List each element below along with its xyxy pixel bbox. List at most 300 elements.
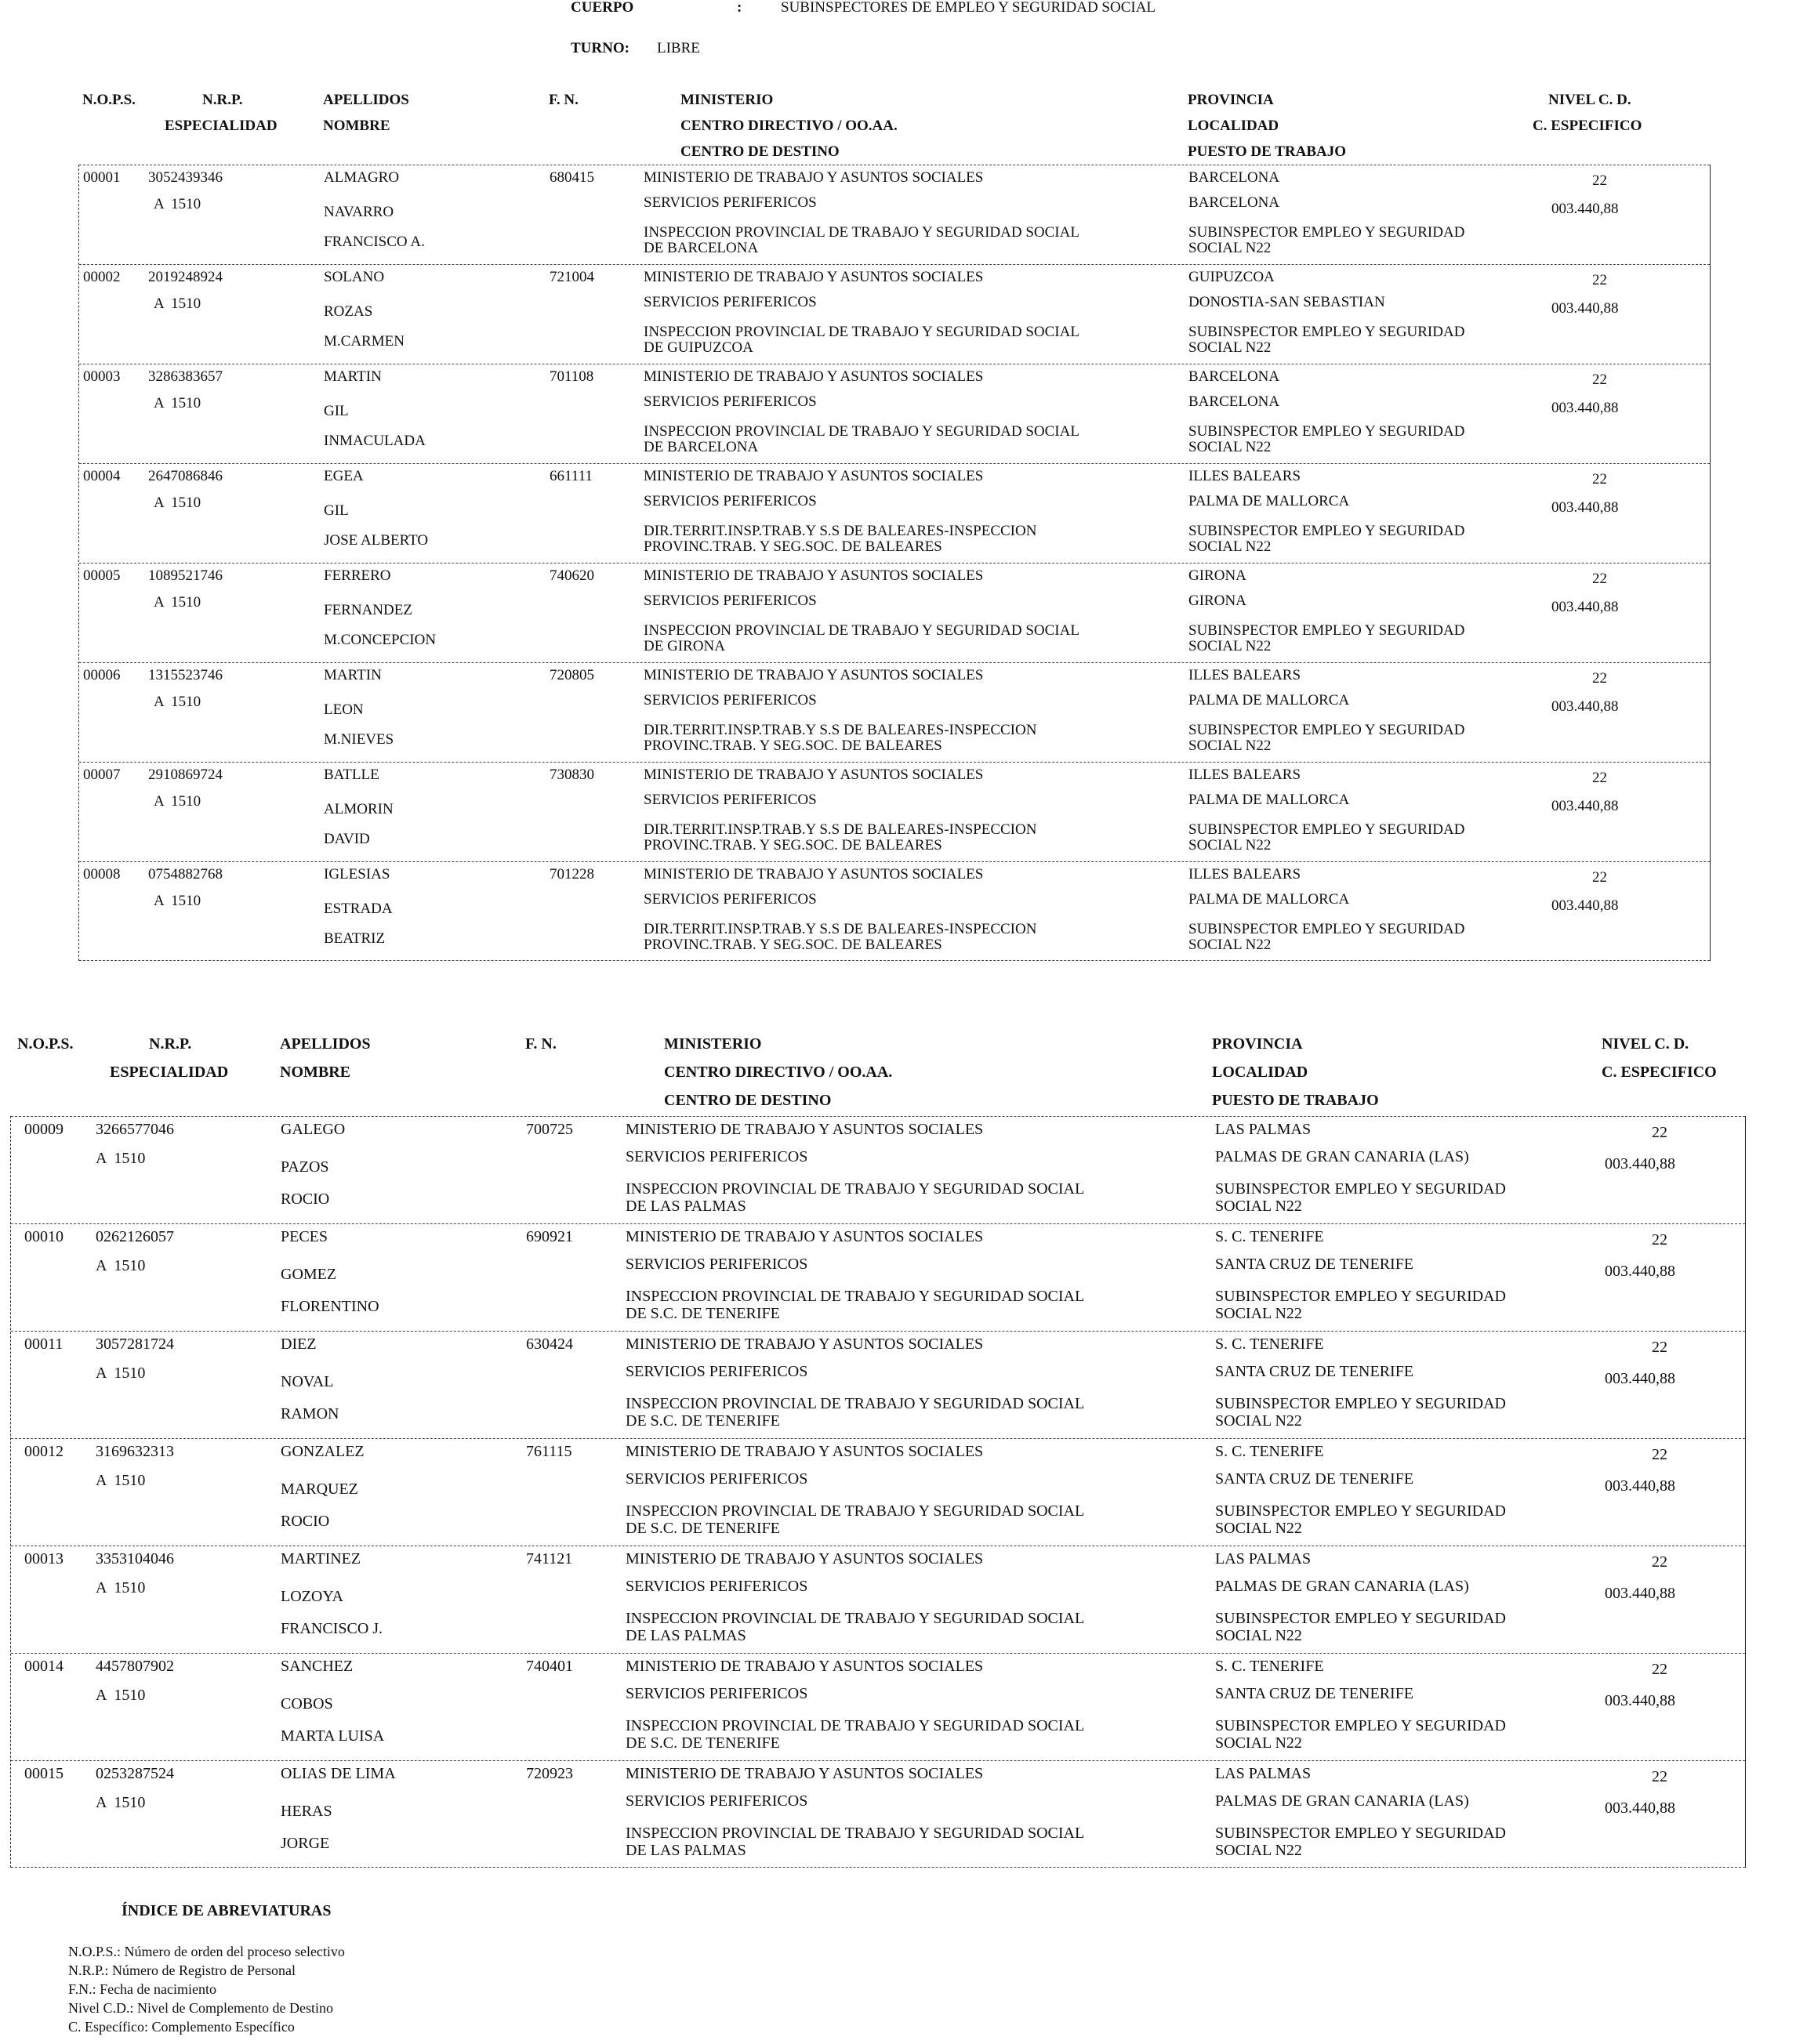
- nivel-cd-cell: 22: [1592, 571, 1607, 587]
- centro-directivo-cell: SERVICIOS PERIFERICOS: [644, 194, 817, 211]
- apellido1-cell: SOLANO: [324, 269, 385, 285]
- nrp-cell: 2019248924: [148, 269, 223, 285]
- puesto-line1: SUBINSPECTOR EMPLEO Y SEGURIDAD: [1188, 423, 1465, 440]
- index-item: F.N.: Fecha de nacimiento: [68, 1981, 217, 1997]
- centro-destino-line2: PROVINC.TRAB. Y SEG.SOC. DE BALEARES: [644, 738, 942, 754]
- puesto-line2: SOCIAL N22: [1188, 538, 1272, 555]
- nombre-cell: RAMON: [281, 1405, 339, 1422]
- provincia-cell: ILLES BALEARS: [1188, 866, 1301, 882]
- column-header-apellidos: APELLIDOS: [323, 92, 409, 108]
- apellido1-cell: OLIAS DE LIMA: [281, 1765, 396, 1782]
- table-row: [79, 563, 1710, 663]
- nivel-cd-cell: 22: [1652, 1339, 1667, 1356]
- column-header-nivel: NIVEL C. D.: [1548, 92, 1631, 108]
- puesto-line2: SOCIAL N22: [1188, 638, 1272, 654]
- puesto-line2: SOCIAL N22: [1188, 240, 1272, 256]
- especialidad-cell: A 1510: [154, 295, 201, 312]
- centro-destino-line1: DIR.TERRIT.INSP.TRAB.Y S.S DE BALEARES-INSPECCION: [644, 722, 1037, 738]
- nops-cell: 00004: [83, 468, 121, 484]
- especifico-cell: 003.440,88: [1551, 798, 1619, 814]
- nops-cell: 00005: [83, 567, 121, 584]
- nops-cell: 00015: [24, 1765, 63, 1782]
- nrp-cell: 3286383657: [148, 368, 223, 385]
- column-header-nrp: N.R.P.: [202, 92, 243, 108]
- ministerio-cell: MINISTERIO DE TRABAJO Y ASUNTOS SOCIALES: [644, 766, 984, 783]
- provincia-cell: S. C. TENERIFE: [1215, 1658, 1324, 1675]
- especifico-cell: 003.440,88: [1551, 499, 1619, 516]
- apellido1-cell: MARTINEZ: [281, 1550, 361, 1567]
- centro-destino-line1: DIR.TERRIT.INSP.TRAB.Y S.S DE BALEARES-INSPECCION: [644, 821, 1037, 838]
- nrp-cell: 3169632313: [96, 1443, 174, 1460]
- apellido2-cell: ROZAS: [324, 303, 373, 320]
- centro-destino-line2: PROVINC.TRAB. Y SEG.SOC. DE BALEARES: [644, 837, 942, 853]
- centro-destino-line1: INSPECCION PROVINCIAL DE TRABAJO Y SEGURIDAD SOCIAL: [644, 622, 1079, 639]
- apellido2-cell: ESTRADA: [324, 901, 393, 917]
- apellido1-cell: ALMAGRO: [324, 169, 400, 186]
- column-header-provincia: PROVINCIA: [1188, 92, 1274, 108]
- localidad-cell: PALMA DE MALLORCA: [1188, 891, 1350, 908]
- puesto-line2: SOCIAL N22: [1188, 738, 1272, 754]
- centro-destino-line2: DE LAS PALMAS: [626, 1842, 746, 1859]
- table-row: [79, 662, 1710, 763]
- column-header-nivel: NIVEL C. D.: [1602, 1035, 1689, 1053]
- ministerio-cell: MINISTERIO DE TRABAJO Y ASUNTOS SOCIALES: [626, 1658, 984, 1675]
- localidad-cell: BARCELONA: [1188, 194, 1280, 211]
- apellido2-cell: HERAS: [281, 1803, 332, 1820]
- fn-cell: 661111: [550, 468, 593, 484]
- nrp-cell: 3057281724: [96, 1335, 174, 1353]
- especialidad-cell: A 1510: [96, 1150, 146, 1167]
- apellido1-cell: PECES: [281, 1228, 328, 1245]
- puesto-line1: SUBINSPECTOR EMPLEO Y SEGURIDAD: [1215, 1825, 1506, 1842]
- column-header-centro-directivo: CENTRO DIRECTIVO / OO.AA.: [680, 118, 898, 134]
- column-header-nops: N.O.P.S.: [82, 92, 136, 108]
- especifico-cell: 003.440,88: [1551, 698, 1619, 715]
- nombre-cell: MARTA LUISA: [281, 1727, 385, 1745]
- nops-cell: 00003: [83, 368, 121, 385]
- ministerio-cell: MINISTERIO DE TRABAJO Y ASUNTOS SOCIALES: [644, 667, 984, 683]
- puesto-line2: SOCIAL N22: [1215, 1734, 1302, 1752]
- nombre-cell: M.CARMEN: [324, 333, 405, 350]
- centro-destino-line2: DE BARCELONA: [644, 439, 759, 455]
- nops-cell: 00001: [83, 169, 121, 186]
- nops-cell: 00014: [24, 1658, 63, 1675]
- apellido2-cell: MARQUEZ: [281, 1480, 358, 1498]
- table-row: [11, 1116, 1745, 1224]
- centro-directivo-cell: SERVICIOS PERIFERICOS: [644, 593, 817, 609]
- nrp-cell: 0262126057: [96, 1228, 174, 1245]
- apellido1-cell: GALEGO: [281, 1121, 346, 1138]
- centro-directivo-cell: SERVICIOS PERIFERICOS: [644, 692, 817, 709]
- table-row: [11, 1760, 1745, 1868]
- centro-destino-line2: DE BARCELONA: [644, 240, 759, 256]
- centro-directivo-cell: SERVICIOS PERIFERICOS: [644, 393, 817, 410]
- centro-destino-line2: DE S.C. DE TENERIFE: [626, 1734, 780, 1752]
- localidad-cell: PALMAS DE GRAN CANARIA (LAS): [1215, 1792, 1469, 1810]
- puesto-line1: SUBINSPECTOR EMPLEO Y SEGURIDAD: [1188, 224, 1465, 241]
- personnel-table: [78, 165, 1711, 961]
- nrp-cell: 1315523746: [148, 667, 223, 683]
- table-row: [11, 1546, 1745, 1654]
- centro-directivo-cell: SERVICIOS PERIFERICOS: [644, 294, 817, 310]
- centro-destino-line1: INSPECCION PROVINCIAL DE TRABAJO Y SEGURIDAD SOCIAL: [626, 1717, 1085, 1734]
- especialidad-cell: A 1510: [154, 594, 201, 611]
- nombre-cell: BEATRIZ: [324, 930, 386, 947]
- fn-cell: 720805: [550, 667, 594, 683]
- nops-cell: 00012: [24, 1443, 63, 1460]
- column-header-ministerio: MINISTERIO: [664, 1035, 762, 1053]
- nrp-cell: 1089521746: [148, 567, 223, 584]
- provincia-cell: LAS PALMAS: [1215, 1765, 1312, 1782]
- apellido1-cell: FERRERO: [324, 567, 391, 584]
- centro-destino-line2: DE LAS PALMAS: [626, 1198, 746, 1215]
- centro-directivo-cell: SERVICIOS PERIFERICOS: [626, 1470, 808, 1488]
- centro-directivo-cell: SERVICIOS PERIFERICOS: [626, 1363, 808, 1380]
- nrp-cell: 0754882768: [148, 866, 223, 882]
- especialidad-cell: A 1510: [154, 495, 201, 511]
- cuerpo-value: SUBINSPECTORES DE EMPLEO Y SEGURIDAD SOCIAL: [781, 0, 1156, 16]
- especifico-cell: 003.440,88: [1551, 300, 1619, 317]
- table-row: [79, 165, 1710, 265]
- ministerio-cell: MINISTERIO DE TRABAJO Y ASUNTOS SOCIALES: [644, 368, 984, 385]
- centro-destino-line2: PROVINC.TRAB. Y SEG.SOC. DE BALEARES: [644, 538, 942, 555]
- nrp-cell: 2647086846: [148, 468, 223, 484]
- nombre-cell: M.NIEVES: [324, 731, 394, 748]
- nrp-cell: 3353104046: [96, 1550, 174, 1567]
- localidad-cell: BARCELONA: [1188, 393, 1280, 410]
- column-header-fn: F. N.: [549, 92, 579, 108]
- ministerio-cell: MINISTERIO DE TRABAJO Y ASUNTOS SOCIALES: [626, 1228, 984, 1245]
- nombre-cell: INMACULADA: [324, 433, 426, 449]
- table-row: [11, 1438, 1745, 1546]
- localidad-cell: PALMAS DE GRAN CANARIA (LAS): [1215, 1578, 1469, 1595]
- column-header-apellidos: APELLIDOS: [280, 1035, 371, 1053]
- index-item: Nivel C.D.: Nivel de Complemento de Destino: [68, 2000, 333, 2016]
- apellido2-cell: GIL: [324, 502, 349, 519]
- ministerio-cell: MINISTERIO DE TRABAJO Y ASUNTOS SOCIALES: [644, 468, 984, 484]
- nivel-cd-cell: 22: [1592, 869, 1607, 886]
- puesto-line2: SOCIAL N22: [1215, 1627, 1302, 1644]
- centro-destino-line2: PROVINC.TRAB. Y SEG.SOC. DE BALEARES: [644, 937, 942, 953]
- nombre-cell: JORGE: [281, 1835, 330, 1852]
- fn-cell: 740401: [526, 1658, 573, 1675]
- provincia-cell: ILLES BALEARS: [1188, 468, 1301, 484]
- apellido2-cell: LOZOYA: [281, 1588, 343, 1605]
- ministerio-cell: MINISTERIO DE TRABAJO Y ASUNTOS SOCIALES: [626, 1765, 984, 1782]
- especifico-cell: 003.440,88: [1605, 1263, 1675, 1280]
- provincia-cell: ILLES BALEARS: [1188, 667, 1301, 683]
- column-header-puesto: PUESTO DE TRABAJO: [1212, 1092, 1379, 1109]
- puesto-line2: SOCIAL N22: [1215, 1305, 1302, 1322]
- nombre-cell: JOSE ALBERTO: [324, 532, 429, 549]
- apellido1-cell: BATLLE: [324, 766, 379, 783]
- puesto-line2: SOCIAL N22: [1188, 937, 1272, 953]
- puesto-line1: SUBINSPECTOR EMPLEO Y SEGURIDAD: [1188, 523, 1465, 539]
- turno-value: LIBRE: [657, 40, 700, 56]
- apellido2-cell: PAZOS: [281, 1158, 329, 1176]
- nombre-cell: FRANCISCO A.: [324, 234, 425, 250]
- cuerpo-colon: :: [737, 0, 742, 16]
- nivel-cd-cell: 22: [1652, 1124, 1667, 1141]
- centro-directivo-cell: SERVICIOS PERIFERICOS: [626, 1256, 808, 1273]
- provincia-cell: ILLES BALEARS: [1188, 766, 1301, 783]
- apellido1-cell: MARTIN: [324, 368, 382, 385]
- column-header-nombre: NOMBRE: [323, 118, 390, 134]
- nivel-cd-cell: 22: [1652, 1768, 1667, 1785]
- column-header-provincia: PROVINCIA: [1212, 1035, 1303, 1053]
- localidad-cell: SANTA CRUZ DE TENERIFE: [1215, 1685, 1414, 1702]
- centro-directivo-cell: SERVICIOS PERIFERICOS: [626, 1685, 808, 1702]
- nombre-cell: M.CONCEPCION: [324, 632, 437, 648]
- especifico-cell: 003.440,88: [1605, 1692, 1675, 1709]
- fn-cell: 740620: [550, 567, 594, 584]
- apellido1-cell: SANCHEZ: [281, 1658, 354, 1675]
- especialidad-cell: A 1510: [154, 395, 201, 411]
- puesto-line2: SOCIAL N22: [1215, 1412, 1302, 1430]
- centro-destino-line1: INSPECCION PROVINCIAL DE TRABAJO Y SEGURIDAD SOCIAL: [626, 1395, 1085, 1412]
- nops-cell: 00002: [83, 269, 121, 285]
- puesto-line1: SUBINSPECTOR EMPLEO Y SEGURIDAD: [1215, 1502, 1506, 1520]
- table-row: [79, 861, 1710, 962]
- apellido1-cell: GONZALEZ: [281, 1443, 365, 1460]
- especifico-cell: 003.440,88: [1551, 897, 1619, 914]
- especialidad-cell: A 1510: [154, 694, 201, 710]
- especialidad-cell: A 1510: [96, 1579, 146, 1596]
- centro-directivo-cell: SERVICIOS PERIFERICOS: [626, 1148, 808, 1165]
- localidad-cell: PALMAS DE GRAN CANARIA (LAS): [1215, 1148, 1469, 1165]
- table-row: [79, 264, 1710, 364]
- provincia-cell: GIRONA: [1188, 567, 1246, 584]
- index-title: ÍNDICE DE ABREVIATURAS: [122, 1902, 332, 1919]
- nivel-cd-cell: 22: [1592, 172, 1607, 189]
- puesto-line1: SUBINSPECTOR EMPLEO Y SEGURIDAD: [1215, 1180, 1506, 1198]
- localidad-cell: GIRONA: [1188, 593, 1246, 609]
- puesto-line2: SOCIAL N22: [1215, 1198, 1302, 1215]
- table-bottom-rule: [79, 960, 1710, 961]
- apellido2-cell: LEON: [324, 701, 364, 718]
- fn-cell: 761115: [526, 1443, 572, 1460]
- column-header-localidad: LOCALIDAD: [1212, 1064, 1308, 1081]
- fn-cell: 721004: [550, 269, 594, 285]
- ministerio-cell: MINISTERIO DE TRABAJO Y ASUNTOS SOCIALES: [644, 269, 984, 285]
- especifico-cell: 003.440,88: [1551, 400, 1619, 416]
- localidad-cell: PALMA DE MALLORCA: [1188, 493, 1350, 509]
- nops-cell: 00007: [83, 766, 121, 783]
- table-row: [79, 463, 1710, 564]
- fn-cell: 730830: [550, 766, 594, 783]
- column-header-fn: F. N.: [525, 1035, 557, 1053]
- apellido2-cell: GOMEZ: [281, 1266, 337, 1283]
- localidad-cell: PALMA DE MALLORCA: [1188, 692, 1350, 709]
- provincia-cell: S. C. TENERIFE: [1215, 1443, 1324, 1460]
- nrp-cell: 2910869724: [148, 766, 223, 783]
- apellido1-cell: EGEA: [324, 468, 364, 484]
- nombre-cell: FRANCISCO J.: [281, 1620, 383, 1637]
- apellido2-cell: NOVAL: [281, 1373, 334, 1390]
- column-header-especifico: C. ESPECIFICO: [1533, 118, 1642, 134]
- centro-destino-line1: DIR.TERRIT.INSP.TRAB.Y S.S DE BALEARES-INSPECCION: [644, 523, 1037, 539]
- centro-directivo-cell: SERVICIOS PERIFERICOS: [626, 1578, 808, 1595]
- provincia-cell: BARCELONA: [1188, 169, 1280, 186]
- centro-destino-line1: INSPECCION PROVINCIAL DE TRABAJO Y SEGURIDAD SOCIAL: [626, 1610, 1085, 1627]
- nombre-cell: DAVID: [324, 831, 370, 847]
- especifico-cell: 003.440,88: [1605, 1370, 1675, 1387]
- fn-cell: 700725: [526, 1121, 573, 1138]
- column-header-localidad: LOCALIDAD: [1188, 118, 1279, 134]
- nrp-cell: 3052439346: [148, 169, 223, 186]
- centro-destino-line2: DE S.C. DE TENERIFE: [626, 1305, 780, 1322]
- especifico-cell: 003.440,88: [1605, 1799, 1675, 1817]
- especifico-cell: 003.440,88: [1605, 1477, 1675, 1495]
- puesto-line1: SUBINSPECTOR EMPLEO Y SEGURIDAD: [1188, 622, 1465, 639]
- table-bottom-rule: [11, 1867, 1745, 1868]
- centro-destino-line1: INSPECCION PROVINCIAL DE TRABAJO Y SEGURIDAD SOCIAL: [626, 1180, 1085, 1198]
- localidad-cell: PALMA DE MALLORCA: [1188, 792, 1350, 808]
- especifico-cell: 003.440,88: [1551, 201, 1619, 217]
- centro-directivo-cell: SERVICIOS PERIFERICOS: [644, 792, 817, 808]
- centro-destino-line1: DIR.TERRIT.INSP.TRAB.Y S.S DE BALEARES-INSPECCION: [644, 921, 1037, 937]
- nrp-cell: 0253287524: [96, 1765, 174, 1782]
- localidad-cell: SANTA CRUZ DE TENERIFE: [1215, 1363, 1414, 1380]
- puesto-line2: SOCIAL N22: [1215, 1842, 1302, 1859]
- index-item: N.O.P.S.: Número de orden del proceso selectivo: [68, 1944, 345, 1959]
- apellido1-cell: MARTIN: [324, 667, 382, 683]
- puesto-line1: SUBINSPECTOR EMPLEO Y SEGURIDAD: [1215, 1717, 1506, 1734]
- fn-cell: 701228: [550, 866, 594, 882]
- ministerio-cell: MINISTERIO DE TRABAJO Y ASUNTOS SOCIALES: [626, 1443, 984, 1460]
- provincia-cell: LAS PALMAS: [1215, 1121, 1312, 1138]
- provincia-cell: LAS PALMAS: [1215, 1550, 1312, 1567]
- column-header-puesto: PUESTO DE TRABAJO: [1188, 143, 1347, 160]
- column-header-ministerio: MINISTERIO: [680, 92, 774, 108]
- especialidad-cell: A 1510: [154, 893, 201, 909]
- puesto-line2: SOCIAL N22: [1215, 1520, 1302, 1537]
- especialidad-cell: A 1510: [154, 196, 201, 212]
- nrp-cell: 4457807902: [96, 1658, 174, 1675]
- especialidad-cell: A 1510: [154, 793, 201, 810]
- table-row: [11, 1653, 1745, 1761]
- nivel-cd-cell: 22: [1652, 1553, 1667, 1571]
- nops-cell: 00013: [24, 1550, 63, 1567]
- column-header-especialidad: ESPECIALIDAD: [165, 118, 278, 134]
- apellido2-cell: GIL: [324, 403, 349, 419]
- column-header-centro-directivo: CENTRO DIRECTIVO / OO.AA.: [664, 1064, 893, 1081]
- nombre-cell: FLORENTINO: [281, 1298, 379, 1315]
- table-row: [79, 364, 1710, 464]
- apellido2-cell: FERNANDEZ: [324, 602, 412, 618]
- centro-destino-line1: INSPECCION PROVINCIAL DE TRABAJO Y SEGURIDAD SOCIAL: [644, 224, 1079, 241]
- ministerio-cell: MINISTERIO DE TRABAJO Y ASUNTOS SOCIALES: [644, 567, 984, 584]
- centro-destino-line1: INSPECCION PROVINCIAL DE TRABAJO Y SEGURIDAD SOCIAL: [644, 423, 1079, 440]
- localidad-cell: SANTA CRUZ DE TENERIFE: [1215, 1256, 1414, 1273]
- fn-cell: 690921: [526, 1228, 573, 1245]
- index-item: N.R.P.: Número de Registro de Personal: [68, 1962, 296, 1978]
- especialidad-cell: A 1510: [96, 1687, 146, 1704]
- centro-destino-line2: DE GUIPUZCOA: [644, 339, 753, 356]
- especialidad-cell: A 1510: [96, 1472, 146, 1489]
- especialidad-cell: A 1510: [96, 1364, 146, 1382]
- centro-destino-line2: DE S.C. DE TENERIFE: [626, 1520, 780, 1537]
- nivel-cd-cell: 22: [1652, 1661, 1667, 1678]
- puesto-line1: SUBINSPECTOR EMPLEO Y SEGURIDAD: [1188, 821, 1465, 838]
- puesto-line2: SOCIAL N22: [1188, 339, 1272, 356]
- ministerio-cell: MINISTERIO DE TRABAJO Y ASUNTOS SOCIALES: [644, 169, 984, 186]
- nrp-cell: 3266577046: [96, 1121, 174, 1138]
- fn-cell: 680415: [550, 169, 594, 186]
- fn-cell: 630424: [526, 1335, 573, 1353]
- apellido2-cell: NAVARRO: [324, 204, 394, 220]
- column-header-centro-destino: CENTRO DE DESTINO: [664, 1092, 832, 1109]
- apellido1-cell: DIEZ: [281, 1335, 317, 1353]
- turno-label: TURNO:: [571, 40, 630, 56]
- fn-cell: 720923: [526, 1765, 573, 1782]
- especifico-cell: 003.440,88: [1551, 599, 1619, 615]
- puesto-line2: SOCIAL N22: [1188, 439, 1272, 455]
- table-row: [11, 1331, 1745, 1439]
- puesto-line1: SUBINSPECTOR EMPLEO Y SEGURIDAD: [1215, 1610, 1506, 1627]
- nops-cell: 00008: [83, 866, 121, 882]
- column-header-nrp: N.R.P.: [149, 1035, 192, 1053]
- provincia-cell: BARCELONA: [1188, 368, 1280, 385]
- ministerio-cell: MINISTERIO DE TRABAJO Y ASUNTOS SOCIALES: [626, 1335, 984, 1353]
- especifico-cell: 003.440,88: [1605, 1585, 1675, 1602]
- especifico-cell: 003.440,88: [1605, 1155, 1675, 1172]
- localidad-cell: SANTA CRUZ DE TENERIFE: [1215, 1470, 1414, 1488]
- nops-cell: 00010: [24, 1228, 63, 1245]
- column-header-centro-destino: CENTRO DE DESTINO: [680, 143, 840, 160]
- ministerio-cell: MINISTERIO DE TRABAJO Y ASUNTOS SOCIALES: [644, 866, 984, 882]
- centro-destino-line1: INSPECCION PROVINCIAL DE TRABAJO Y SEGURIDAD SOCIAL: [626, 1502, 1085, 1520]
- nivel-cd-cell: 22: [1592, 471, 1607, 487]
- index-item: C. Específico: Complemento Específico: [68, 2019, 295, 2035]
- ministerio-cell: MINISTERIO DE TRABAJO Y ASUNTOS SOCIALES: [626, 1121, 984, 1138]
- personnel-table: [10, 1116, 1746, 1868]
- table-row: [79, 762, 1710, 862]
- fn-cell: 741121: [526, 1550, 573, 1567]
- nivel-cd-cell: 22: [1652, 1446, 1667, 1463]
- column-header-nombre: NOMBRE: [280, 1064, 350, 1081]
- nops-cell: 00006: [83, 667, 121, 683]
- provincia-cell: S. C. TENERIFE: [1215, 1228, 1324, 1245]
- column-header-especifico: C. ESPECIFICO: [1602, 1064, 1717, 1081]
- nops-cell: 00009: [24, 1121, 63, 1138]
- especialidad-cell: A 1510: [96, 1257, 146, 1274]
- centro-directivo-cell: SERVICIOS PERIFERICOS: [626, 1792, 808, 1810]
- apellido2-cell: COBOS: [281, 1695, 333, 1712]
- puesto-line1: SUBINSPECTOR EMPLEO Y SEGURIDAD: [1188, 921, 1465, 937]
- especialidad-cell: A 1510: [96, 1794, 146, 1811]
- cuerpo-label: CUERPO: [571, 0, 634, 16]
- nops-cell: 00011: [24, 1335, 63, 1353]
- centro-directivo-cell: SERVICIOS PERIFERICOS: [644, 891, 817, 908]
- puesto-line1: SUBINSPECTOR EMPLEO Y SEGURIDAD: [1215, 1288, 1506, 1305]
- provincia-cell: S. C. TENERIFE: [1215, 1335, 1324, 1353]
- centro-destino-line2: DE S.C. DE TENERIFE: [626, 1412, 780, 1430]
- column-header-especialidad: ESPECIALIDAD: [110, 1064, 229, 1081]
- puesto-line1: SUBINSPECTOR EMPLEO Y SEGURIDAD: [1188, 324, 1465, 340]
- nivel-cd-cell: 22: [1652, 1231, 1667, 1249]
- nivel-cd-cell: 22: [1592, 371, 1607, 388]
- centro-directivo-cell: SERVICIOS PERIFERICOS: [644, 493, 817, 509]
- nombre-cell: ROCIO: [281, 1513, 330, 1530]
- centro-destino-line2: DE GIRONA: [644, 638, 725, 654]
- centro-destino-line1: INSPECCION PROVINCIAL DE TRABAJO Y SEGURIDAD SOCIAL: [626, 1288, 1085, 1305]
- puesto-line1: SUBINSPECTOR EMPLEO Y SEGURIDAD: [1188, 722, 1465, 738]
- ministerio-cell: MINISTERIO DE TRABAJO Y ASUNTOS SOCIALES: [626, 1550, 984, 1567]
- puesto-line2: SOCIAL N22: [1188, 837, 1272, 853]
- column-header-nops: N.O.P.S.: [17, 1035, 74, 1053]
- centro-destino-line1: INSPECCION PROVINCIAL DE TRABAJO Y SEGURIDAD SOCIAL: [626, 1825, 1085, 1842]
